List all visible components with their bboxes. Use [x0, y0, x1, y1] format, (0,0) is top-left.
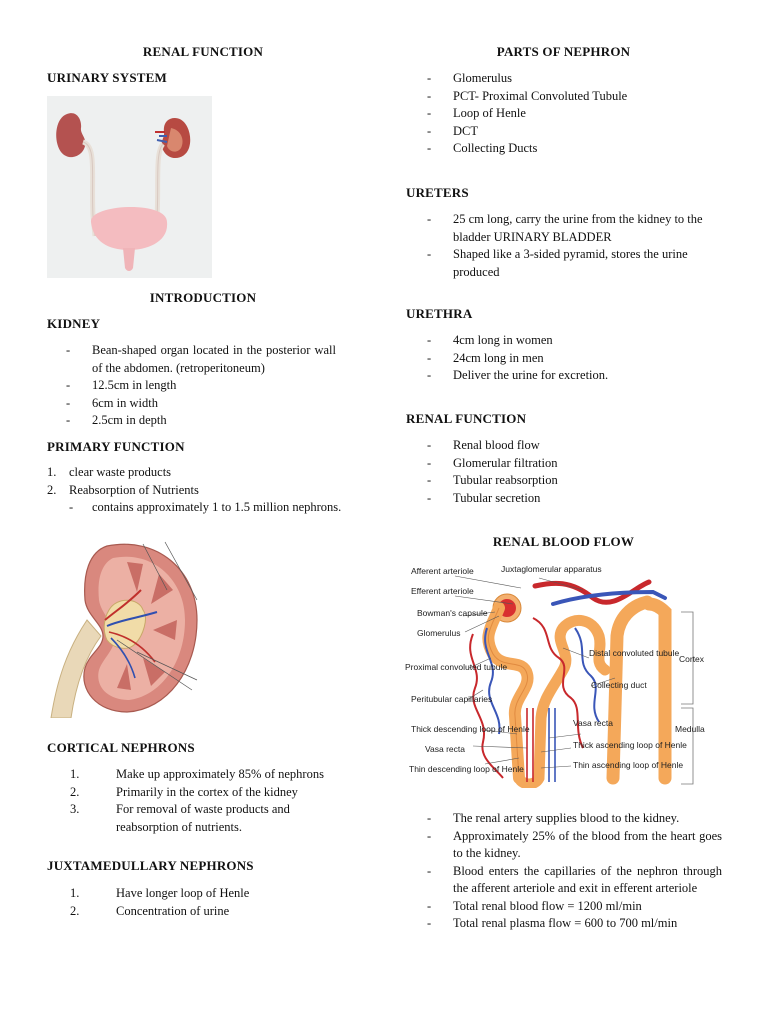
list-item: 3. For removal of waste products and reabsorption of nutrients. — [70, 802, 290, 834]
list-item: - 12.5cm in length — [66, 377, 336, 395]
kidney-list — [66, 342, 336, 430]
label-vasa-recta-right: Vasa recta — [573, 718, 614, 728]
label-collecting: Collecting duct — [591, 680, 647, 690]
list-item: - Tubular reabsorption — [427, 472, 722, 490]
list-item: - Glomerulus — [427, 70, 722, 88]
list-item: 1. Have longer loop of Henle — [70, 886, 250, 900]
label-afferent: Afferent arteriole — [411, 566, 474, 576]
introduction-heading: INTRODUCTION — [149, 290, 257, 305]
label-medulla: Medulla — [675, 724, 705, 734]
list-item: - Glomerular filtration — [427, 455, 722, 473]
list-item: - 24cm long in men — [427, 350, 722, 368]
list-item: - 4cm long in women — [427, 332, 722, 350]
list-item: - Shaped like a 3-sided pyramid, stores the urine produced — [427, 246, 722, 281]
list-item: - Approximately 25% of the blood from the heart goes to the kidney. — [427, 828, 722, 863]
list-item: - 6cm in width — [66, 395, 336, 413]
cortical-nephrons-list — [70, 766, 360, 836]
list-item: - Deliver the urine for excretion. — [427, 367, 722, 385]
nephron-figure — [403, 558, 725, 788]
kidney-heading: KIDNEY — [47, 316, 101, 331]
urethra-heading: URETHRA — [406, 306, 473, 321]
list-item: - Collecting Ducts — [427, 140, 722, 158]
list-item: - Bean-shaped organ located in the posterior wall of the abdomen. (retroperitoneum) — [66, 342, 336, 377]
label-vasa-recta-left: Vasa recta — [425, 744, 466, 754]
primary-function-list — [47, 464, 362, 499]
renal-blood-flow-heading: RENAL BLOOD FLOW — [492, 534, 635, 549]
list-item: - 2.5cm in depth — [66, 412, 336, 430]
label-proximal: Proximal convoluted tubule — [405, 662, 508, 672]
list-item: - contains approximately 1 to 1.5 million nephrons. — [69, 499, 361, 517]
list-item: 1. Make up approximately 85% of nephrons — [70, 767, 324, 781]
label-cortex: Cortex — [679, 654, 705, 664]
kidney-cross-section-figure — [47, 540, 202, 718]
list-item: 1. clear waste products — [47, 465, 172, 479]
label-bowmans: Bowman's capsule — [417, 608, 488, 618]
label-juxta: Juxtaglomerular apparatus — [501, 564, 602, 574]
label-thick-desc: Thick descending loop of Henle — [411, 724, 530, 734]
list-item: - 25 cm long, carry the urine from the kidney to the bladder URINARY BLADDER — [427, 211, 722, 246]
urinary-system-figure — [47, 96, 212, 278]
parts-of-nephron-heading: PARTS OF NEPHRON — [496, 44, 631, 59]
page-title: RENAL FUNCTION — [142, 44, 264, 59]
cortical-nephrons-heading: CORTICAL NEPHRONS — [47, 740, 195, 755]
juxtamedullary-nephrons-list — [70, 885, 360, 920]
label-distal: Distal convoluted tubule — [589, 648, 680, 658]
list-item: - Loop of Henle — [427, 105, 722, 123]
renal-blood-flow-list — [427, 810, 722, 933]
renal-function-list — [427, 437, 722, 507]
list-item: - Blood enters the capillaries of the nephron through the afferent arteriole and exit in efferent arteriole — [427, 863, 722, 898]
list-item: - Renal blood flow — [427, 437, 722, 455]
label-peritubular: Peritubular capillaries — [411, 694, 493, 704]
list-item: 2. Concentration of urine — [70, 903, 230, 918]
list-item: - PCT- Proximal Convoluted Tubule — [427, 88, 722, 106]
label-efferent: Efferent arteriole — [411, 586, 474, 596]
label-thin-desc: Thin descending loop of Henle — [409, 764, 524, 774]
list-item: - The renal artery supplies blood to the kidney. — [427, 810, 722, 828]
urethra-list — [427, 332, 722, 385]
primary-function-sublist — [69, 499, 361, 517]
list-item: - Tubular secretion — [427, 490, 722, 508]
parts-of-nephron-list — [427, 70, 722, 158]
juxtamedullary-nephrons-heading: JUXTAMEDULLARY NEPHRONS — [47, 858, 254, 873]
ureters-list — [427, 211, 722, 281]
primary-function-heading: PRIMARY FUNCTION — [47, 439, 185, 454]
urinary-system-heading: URINARY SYSTEM — [47, 70, 167, 85]
list-item: 2. Primarily in the cortex of the kidney — [70, 784, 298, 799]
list-item: 2. Reabsorption of Nutrients — [47, 482, 199, 497]
label-thin-asc: Thin ascending loop of Henle — [573, 760, 684, 770]
list-item: - DCT — [427, 123, 722, 141]
label-thick-asc: Thick ascending loop of Henle — [573, 740, 687, 750]
list-item: - Total renal plasma flow = 600 to 700 ml/min — [427, 915, 722, 933]
renal-function-heading: RENAL FUNCTION — [406, 411, 527, 426]
list-item: - Total renal blood flow = 1200 ml/min — [427, 898, 722, 916]
label-glomerulus: Glomerulus — [417, 628, 461, 638]
ureters-heading: URETERS — [406, 185, 469, 200]
